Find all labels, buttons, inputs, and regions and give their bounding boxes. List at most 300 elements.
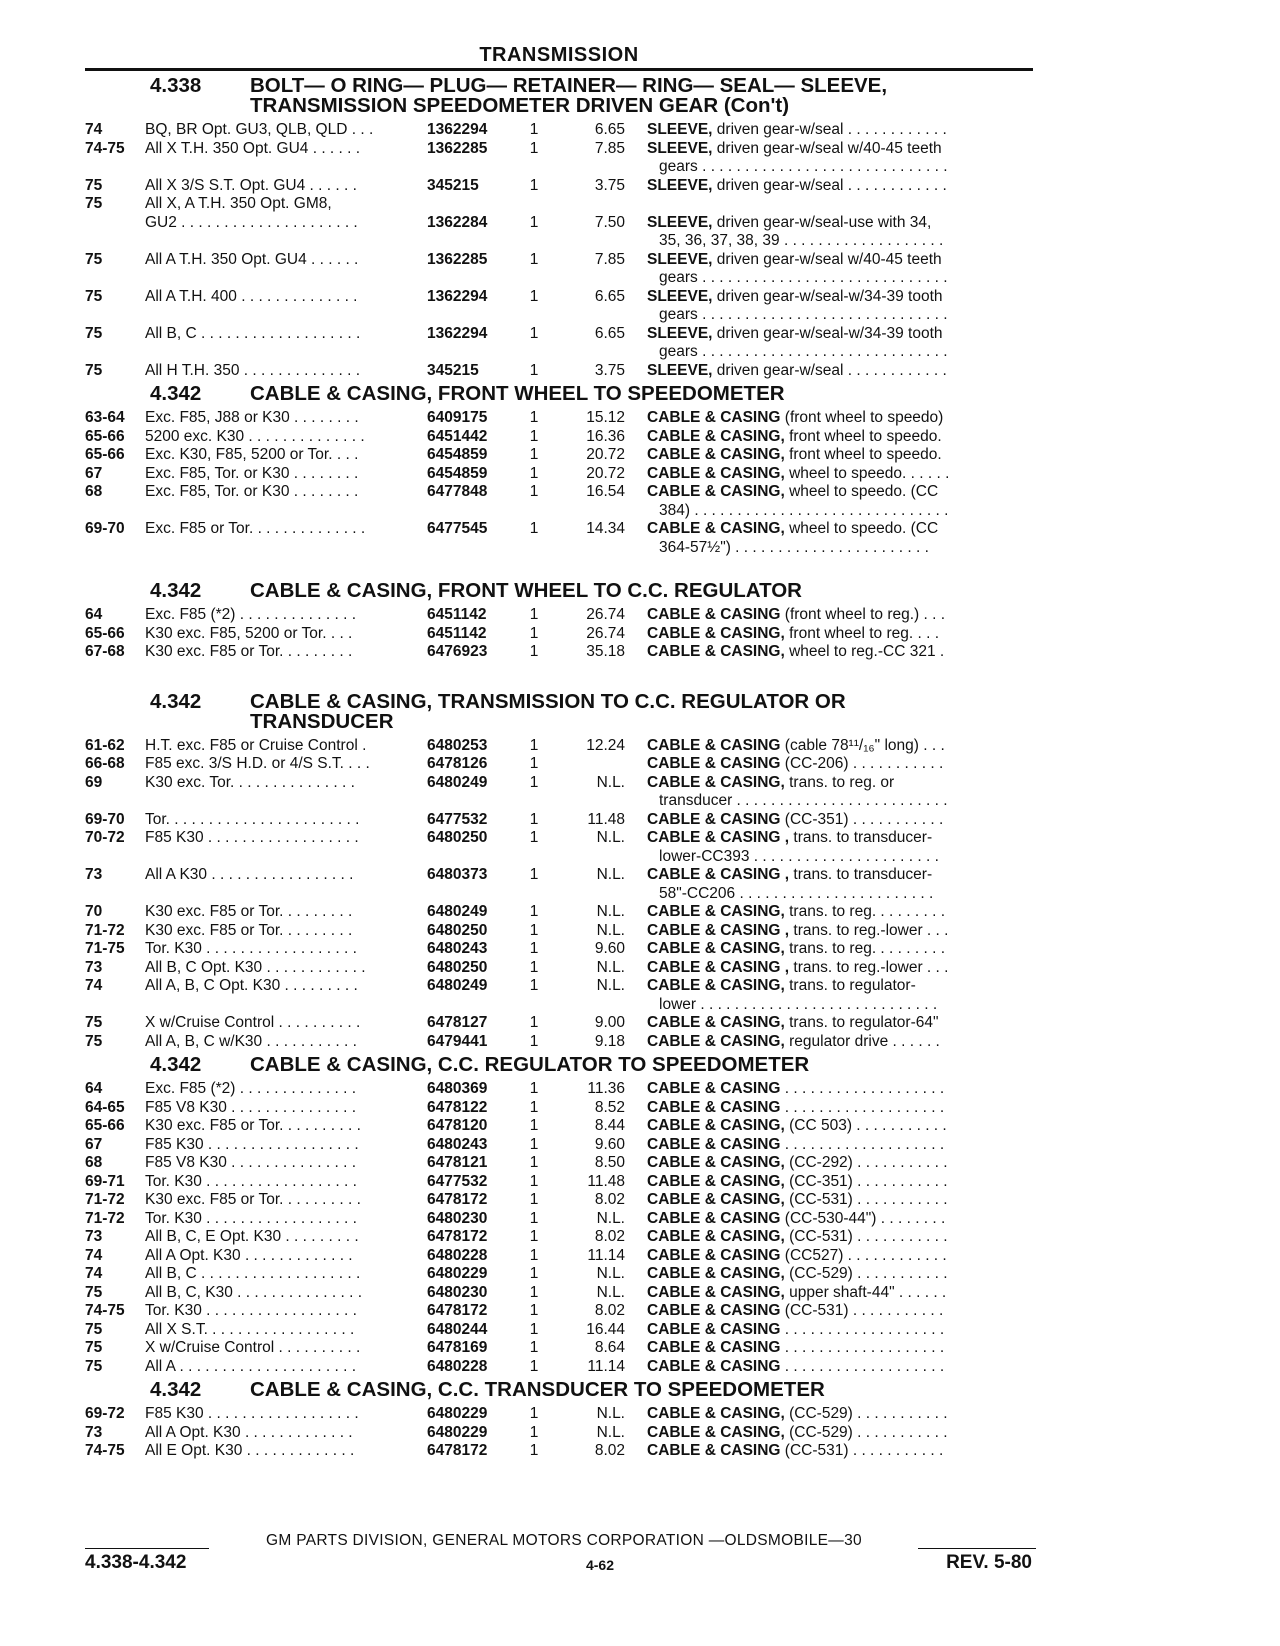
table-row	[85, 829, 1045, 866]
part-name: CABLE & CASING,	[647, 977, 785, 994]
model-application: H.T. exc. F85 or Cruise Control .	[145, 736, 367, 754]
price: 8.50	[594, 1154, 625, 1171]
part-name: SLEEVE,	[647, 121, 713, 138]
part-detail: (CC-351) . . . . . . . . . . .	[789, 1172, 948, 1190]
part-name: CABLE & CASING	[647, 1209, 781, 1227]
part-number: 6478172	[427, 1228, 488, 1245]
quantity: 1	[529, 250, 539, 268]
part-description	[647, 1405, 1007, 1424]
part-number: 6454859	[427, 464, 488, 482]
table-row	[85, 774, 1045, 811]
model-application: All X, A T.H. 350 Opt. GM8,	[145, 195, 332, 212]
price: N.L.	[596, 1423, 625, 1441]
part-description	[647, 1117, 1007, 1136]
quantity: 1	[529, 810, 539, 828]
table-row	[85, 1284, 1045, 1303]
part-description	[647, 520, 1007, 557]
part-name: CABLE & CASING,	[647, 464, 785, 482]
section-heading	[150, 1055, 1045, 1075]
price: 6.65	[594, 121, 625, 138]
model-year: 73	[85, 1423, 103, 1441]
part-name: CABLE & CASING,	[647, 940, 785, 957]
quantity: 1	[529, 324, 539, 342]
quantity: 1	[529, 121, 539, 138]
model-application: K30 exc. Tor. . . . . . . . . . . . . . .	[145, 773, 355, 791]
price: 11.14	[587, 1246, 625, 1264]
part-detail: trans. to transducer-	[793, 829, 933, 846]
section-number: 4.342	[150, 382, 202, 405]
model-application: All A Opt. K30 . . . . . . . . . . . . .	[145, 1423, 353, 1441]
price: N.L.	[596, 866, 625, 883]
model-year: 75	[85, 287, 103, 305]
part-description	[647, 977, 1007, 1014]
part-name: CABLE & CASING,	[647, 1172, 785, 1190]
quantity: 1	[529, 1080, 539, 1097]
part-description	[647, 737, 1007, 756]
quantity: 1	[529, 1172, 539, 1190]
quantity: 1	[529, 773, 539, 791]
table-row	[85, 1321, 1045, 1340]
part-number: 6478126	[427, 755, 488, 772]
part-description	[647, 774, 1007, 811]
table-row	[85, 428, 1045, 447]
parts-listing	[85, 72, 1045, 1461]
table-row	[85, 195, 1045, 214]
model-year: 71-72	[85, 1191, 125, 1208]
model-application: All B, C Opt. K30 . . . . . . . . . . . .	[145, 958, 366, 976]
part-description	[647, 446, 1007, 465]
model-year: 75	[85, 1339, 103, 1356]
part-description	[647, 121, 1007, 140]
model-application: All A . . . . . . . . . . . . . . . . . . . . .	[145, 1357, 357, 1375]
table-row	[85, 811, 1045, 830]
part-description	[647, 1228, 1007, 1247]
model-application: Tor. K30 . . . . . . . . . . . . . . . . . .	[145, 1209, 357, 1227]
model-application: All X S.T. . . . . . . . . . . . . . . . . .	[145, 1320, 355, 1338]
quantity: 1	[529, 464, 539, 482]
part-number: 1362285	[427, 250, 488, 268]
model-year: 71-72	[85, 1209, 125, 1227]
table-row	[85, 737, 1045, 756]
price: N.L.	[596, 773, 625, 791]
table-row	[85, 1014, 1045, 1033]
part-number: 6478120	[427, 1117, 488, 1134]
quantity: 1	[529, 409, 539, 426]
quantity: 1	[529, 446, 539, 463]
part-detail: trans. to reg. . . . . . . . .	[789, 903, 946, 920]
model-year: 69-70	[85, 520, 125, 537]
section-heading	[150, 76, 1045, 116]
part-name: SLEEVE,	[647, 176, 713, 194]
section-heading	[150, 689, 1045, 733]
model-application: K30 exc. F85 or Tor. . . . . . . . .	[145, 643, 353, 660]
part-detail-continued: 58"-CC206 . . . . . . . . . . . . . . . . . . . . . . .	[659, 884, 934, 902]
model-application: Tor. . . . . . . . . . . . . . . . . . . . . . .	[145, 810, 360, 828]
table-row	[85, 643, 1045, 662]
quantity: 1	[529, 1135, 539, 1153]
part-detail: (CC-351) . . . . . . . . . . .	[784, 810, 944, 828]
price: 8.52	[594, 1098, 625, 1116]
part-description	[647, 465, 1007, 484]
model-application: 5200 exc. K30 . . . . . . . . . . . . . .	[145, 427, 365, 445]
part-number: 6478172	[427, 1302, 488, 1319]
part-description	[647, 811, 1007, 830]
part-name: SLEEVE,	[647, 287, 713, 305]
quantity: 1	[529, 1320, 539, 1338]
model-year: 75	[85, 1283, 103, 1301]
part-number: 6480250	[427, 958, 488, 976]
part-number: 1362285	[427, 139, 488, 157]
model-year: 70	[85, 903, 103, 920]
table-row	[85, 465, 1045, 484]
quantity: 1	[529, 1423, 539, 1441]
quantity: 1	[529, 736, 539, 754]
quantity: 1	[529, 624, 539, 642]
section-title-line: CABLE & CASING, C.C. REGULATOR TO SPEEDOMETER	[250, 1053, 810, 1076]
part-detail: (CC-529) . . . . . . . . . . .	[789, 1265, 948, 1282]
part-number: 1362294	[427, 121, 488, 138]
model-year: 75	[85, 361, 103, 379]
part-description	[647, 959, 1007, 978]
part-name: CABLE & CASING	[647, 1442, 781, 1459]
model-application: F85 K30 . . . . . . . . . . . . . . . . . .	[145, 1405, 359, 1422]
part-detail-continued: gears . . . . . . . . . . . . . . . . . . . . . . . . . . . . .	[659, 158, 948, 175]
part-description	[647, 606, 1007, 625]
part-name: CABLE & CASING ,	[647, 829, 790, 846]
quantity: 1	[529, 1228, 539, 1245]
model-application: K30 exc. F85 or Tor. . . . . . . . .	[145, 903, 353, 920]
model-year: 70-72	[85, 829, 125, 846]
table-row	[85, 606, 1045, 625]
price: 8.02	[594, 1442, 625, 1459]
price: N.L.	[596, 921, 625, 939]
model-year: 65-66	[85, 624, 125, 642]
table-row	[85, 1247, 1045, 1266]
model-application: Exc. F85, Tor. or K30 . . . . . . . .	[145, 483, 359, 500]
table-row	[85, 1358, 1045, 1377]
part-detail: driven gear-w/seal . . . . . . . . . . . .	[716, 176, 947, 194]
model-application: Exc. K30, F85, 5200 or Tor. . . .	[145, 446, 359, 463]
model-year: 75	[85, 324, 103, 342]
part-number: 6480250	[427, 921, 488, 939]
table-row	[85, 1080, 1045, 1099]
part-description	[647, 483, 1007, 520]
model-application: K30 exc. F85 or Tor. . . . . . . . . .	[145, 1191, 361, 1208]
price: 35.18	[586, 643, 625, 660]
model-application: All X T.H. 350 Opt. GU4 . . . . . .	[145, 139, 361, 157]
model-year: 67	[85, 1135, 103, 1153]
quantity: 1	[529, 940, 539, 957]
model-year: 69-71	[85, 1172, 125, 1190]
part-detail: regulator drive . . . . . .	[789, 1032, 940, 1050]
price: 8.02	[594, 1302, 625, 1319]
table-row	[85, 903, 1045, 922]
section-number: 4.342	[150, 1053, 202, 1076]
part-detail: driven gear-w/seal w/40-45 teeth	[716, 139, 942, 157]
model-application: BQ, BR Opt. GU3, QLB, QLD . . .	[145, 121, 374, 138]
part-description	[647, 625, 1007, 644]
part-detail: . . . . . . . . . . . . . . . . . . .	[784, 1080, 945, 1097]
price: N.L.	[596, 1405, 625, 1422]
table-row	[85, 1228, 1045, 1247]
model-application: Tor. K30 . . . . . . . . . . . . . . . . . .	[145, 1172, 357, 1190]
part-name: CABLE & CASING,	[647, 1117, 785, 1134]
part-number: 6480243	[427, 1135, 488, 1153]
part-number: 6477545	[427, 520, 488, 537]
part-number: 345215	[427, 361, 479, 379]
part-name: SLEEVE,	[647, 361, 713, 379]
part-name: SLEEVE,	[647, 139, 713, 157]
part-detail: wheel to speedo. (CC	[789, 483, 939, 500]
price: N.L.	[596, 903, 625, 920]
model-year: 64	[85, 1080, 103, 1097]
price: 11.48	[587, 1172, 625, 1190]
part-number: 1362294	[427, 324, 488, 342]
page-number: 4-62	[585, 1557, 615, 1573]
part-detail: (CC-292) . . . . . . . . . . .	[789, 1154, 948, 1171]
table-row	[85, 121, 1045, 140]
table-row	[85, 1117, 1045, 1136]
model-year: 75	[85, 1014, 103, 1031]
part-number: 6478172	[427, 1191, 488, 1208]
part-description	[647, 1154, 1007, 1173]
part-name: CABLE & CASING,	[647, 1191, 785, 1208]
quantity: 1	[529, 1442, 539, 1459]
part-detail: front wheel to speedo.	[789, 446, 942, 463]
part-detail-continued: 364-57½") . . . . . . . . . . . . . . . . . . . . . . .	[659, 538, 929, 556]
quantity: 1	[529, 1098, 539, 1116]
quantity: 1	[529, 1339, 539, 1356]
part-name: CABLE & CASING,	[647, 903, 785, 920]
part-name: CABLE & CASING	[647, 1080, 781, 1097]
part-number: 6480373	[427, 866, 488, 883]
part-name: CABLE & CASING,	[647, 643, 785, 660]
part-number: 6454859	[427, 446, 488, 463]
part-name: SLEEVE,	[647, 250, 713, 268]
price: 9.18	[594, 1032, 625, 1050]
part-name: CABLE & CASING,	[647, 1283, 785, 1301]
model-year: 61-62	[85, 736, 125, 754]
model-year: 75	[85, 1357, 103, 1375]
quantity: 1	[529, 361, 539, 379]
part-detail: driven gear-w/seal-use with 34,	[716, 213, 932, 231]
part-description	[647, 755, 1007, 774]
quantity: 1	[529, 1405, 539, 1422]
part-number: 6480229	[427, 1265, 488, 1282]
part-description	[647, 409, 1007, 428]
model-application: X w/Cruise Control . . . . . . . . . .	[145, 1014, 361, 1031]
price: N.L.	[596, 977, 625, 994]
part-description	[647, 922, 1007, 941]
part-description	[647, 288, 1007, 325]
part-description	[647, 1191, 1007, 1210]
section-heading	[150, 1380, 1045, 1400]
part-description	[647, 1099, 1007, 1118]
model-application: All A T.H. 400 . . . . . . . . . . . . . .	[145, 287, 358, 305]
part-detail: trans. to reg. or	[789, 773, 895, 791]
part-description	[647, 1014, 1007, 1033]
part-name: CABLE & CASING,	[647, 446, 785, 463]
price: 26.74	[586, 606, 625, 623]
part-description	[647, 325, 1007, 362]
table-row	[85, 1099, 1045, 1118]
model-year: 73	[85, 1228, 103, 1245]
part-number: 6480229	[427, 1405, 488, 1422]
part-name: CABLE & CASING,	[647, 1014, 785, 1031]
part-detail-continued: 384) . . . . . . . . . . . . . . . . . . . . . . . . . . . . . .	[659, 501, 949, 519]
model-year: 65-66	[85, 446, 125, 463]
part-name: CABLE & CASING,	[647, 1423, 785, 1441]
model-year: 67-68	[85, 643, 125, 660]
price: 6.65	[594, 324, 625, 342]
price: 3.75	[594, 176, 625, 194]
table-row	[85, 755, 1045, 774]
part-detail: wheel to speedo. (CC	[789, 520, 939, 537]
part-name: CABLE & CASING	[647, 810, 781, 828]
part-detail: driven gear-w/seal . . . . . . . . . . . .	[716, 121, 947, 138]
part-detail: trans. to transducer-	[793, 866, 933, 883]
section-number: 4.342	[150, 579, 202, 602]
revision-label: REV. 5-80	[946, 1552, 1032, 1573]
part-detail: upper shaft-44" . . . . . .	[789, 1283, 947, 1301]
part-name: CABLE & CASING,	[647, 1032, 785, 1050]
part-description	[647, 428, 1007, 447]
footer-section-range: 4.338-4.342	[85, 1552, 187, 1573]
price: N.L.	[596, 1209, 625, 1227]
part-name: CABLE & CASING,	[647, 773, 785, 791]
model-year: 75	[85, 195, 103, 212]
part-detail: driven gear-w/seal . . . . . . . . . . . .	[716, 361, 947, 379]
part-description	[647, 251, 1007, 288]
table-row	[85, 177, 1045, 196]
table-row	[85, 922, 1045, 941]
part-name: CABLE & CASING,	[647, 1154, 785, 1171]
quantity: 1	[529, 1014, 539, 1031]
price: 16.54	[586, 483, 625, 500]
part-description	[647, 1339, 1007, 1358]
part-detail: (front wheel to speedo)	[784, 409, 944, 426]
quantity: 1	[529, 958, 539, 976]
part-detail: wheel to speedo. . . . . .	[789, 464, 950, 482]
model-year: 71-75	[85, 940, 125, 957]
model-application: All B, C, E Opt. K30 . . . . . . . . .	[145, 1228, 359, 1245]
price: 11.48	[587, 810, 625, 828]
model-application: All A Opt. K30 . . . . . . . . . . . . .	[145, 1246, 353, 1264]
part-number: 6479441	[427, 1032, 488, 1050]
part-number: 6451442	[427, 427, 488, 445]
part-detail-continued: gears . . . . . . . . . . . . . . . . . . . . . . . . . . . . .	[659, 343, 948, 360]
part-number: 6480253	[427, 736, 488, 754]
part-number: 6409175	[427, 409, 488, 426]
section-title-line: TRANSDUCER	[250, 709, 394, 733]
part-detail: (CC-531) . . . . . . . . . . .	[789, 1228, 948, 1245]
price: 6.65	[594, 287, 625, 305]
price: 8.64	[594, 1339, 625, 1356]
quantity: 1	[529, 1357, 539, 1375]
part-detail: (CC 503) . . . . . . . . . . .	[789, 1117, 947, 1134]
part-detail: . . . . . . . . . . . . . . . . . . .	[784, 1135, 945, 1153]
part-name: CABLE & CASING	[647, 1302, 781, 1319]
price: N.L.	[596, 1283, 625, 1301]
part-number: 6476923	[427, 643, 488, 660]
model-year: 69-70	[85, 810, 125, 828]
price: 9.60	[594, 940, 625, 957]
quantity: 1	[529, 483, 539, 500]
part-detail: trans. to reg. . . . . . . . .	[789, 940, 946, 957]
part-detail: (CC-529) . . . . . . . . . . .	[789, 1423, 948, 1441]
section-heading	[150, 581, 1045, 601]
part-number: 6478127	[427, 1014, 488, 1031]
part-number: 6451142	[427, 624, 487, 642]
model-year: 75	[85, 1032, 103, 1050]
part-name: CABLE & CASING	[647, 1098, 781, 1116]
table-row	[85, 214, 1045, 251]
part-number: 6480229	[427, 1423, 488, 1441]
price: 9.60	[594, 1135, 625, 1153]
table-row	[85, 1405, 1045, 1424]
price: N.L.	[596, 829, 625, 846]
quantity: 1	[529, 213, 539, 231]
part-detail: (CC527) . . . . . . . . . . . .	[784, 1246, 947, 1264]
part-name: CABLE & CASING,	[647, 483, 785, 500]
part-detail-continued: transducer . . . . . . . . . . . . . . . . . . . . . . . . .	[659, 792, 948, 809]
footer-publisher: GM PARTS DIVISION, GENERAL MOTORS CORPORATION —OLDSMOBILE—30	[266, 1532, 862, 1549]
price: 12.24	[586, 736, 625, 754]
part-detail-continued: lower . . . . . . . . . . . . . . . . . . . . . . . . . . . .	[659, 995, 938, 1013]
model-application: Tor. K30 . . . . . . . . . . . . . . . . . .	[145, 1302, 357, 1319]
quantity: 1	[529, 1154, 539, 1171]
price: N.L.	[596, 958, 625, 976]
part-detail: . . . . . . . . . . . . . . . . . . .	[784, 1320, 945, 1338]
part-name: CABLE & CASING ,	[647, 866, 790, 883]
model-application: F85 exc. 3/S H.D. or 4/S S.T. . . .	[145, 755, 370, 772]
part-name: CABLE & CASING	[647, 1135, 781, 1153]
part-number: 6480249	[427, 977, 488, 994]
part-number: 6478172	[427, 1442, 488, 1459]
part-description	[647, 1265, 1007, 1284]
table-row	[85, 625, 1045, 644]
page-title: TRANSMISSION	[479, 44, 639, 66]
table-row	[85, 866, 1045, 903]
part-number: 6478121	[427, 1154, 488, 1171]
price: 7.85	[594, 250, 625, 268]
part-name: CABLE & CASING,	[647, 520, 785, 537]
table-row	[85, 1265, 1045, 1284]
section-title-line: BOLT— O RING— PLUG— RETAINER— RING— SEAL— SLEEVE,	[250, 74, 888, 97]
quantity: 1	[529, 903, 539, 920]
section-heading	[150, 384, 1045, 404]
part-detail-continued: gears . . . . . . . . . . . . . . . . . . . . . . . . . . . . .	[659, 269, 948, 286]
part-detail: wheel to reg.-CC 321 .	[789, 643, 945, 660]
part-description	[647, 1442, 1007, 1461]
part-description	[647, 1080, 1007, 1099]
price: 16.36	[586, 427, 625, 445]
quantity: 1	[529, 1191, 539, 1208]
price: 8.02	[594, 1191, 625, 1208]
part-description	[647, 140, 1007, 177]
part-detail: driven gear-w/seal-w/34-39 tooth	[716, 324, 943, 342]
model-year: 74-75	[85, 139, 125, 157]
model-year: 74	[85, 121, 103, 138]
price: 26.74	[586, 624, 625, 642]
part-detail: (CC-529) . . . . . . . . . . .	[789, 1405, 948, 1422]
part-number: 6451142	[427, 606, 487, 623]
model-application: Tor. K30 . . . . . . . . . . . . . . . . . .	[145, 940, 357, 957]
part-number: 6480228	[427, 1246, 488, 1264]
part-detail: (CC-206) . . . . . . . . . . .	[784, 755, 944, 772]
section-number: 4.342	[150, 1378, 202, 1401]
table-row	[85, 1210, 1045, 1229]
